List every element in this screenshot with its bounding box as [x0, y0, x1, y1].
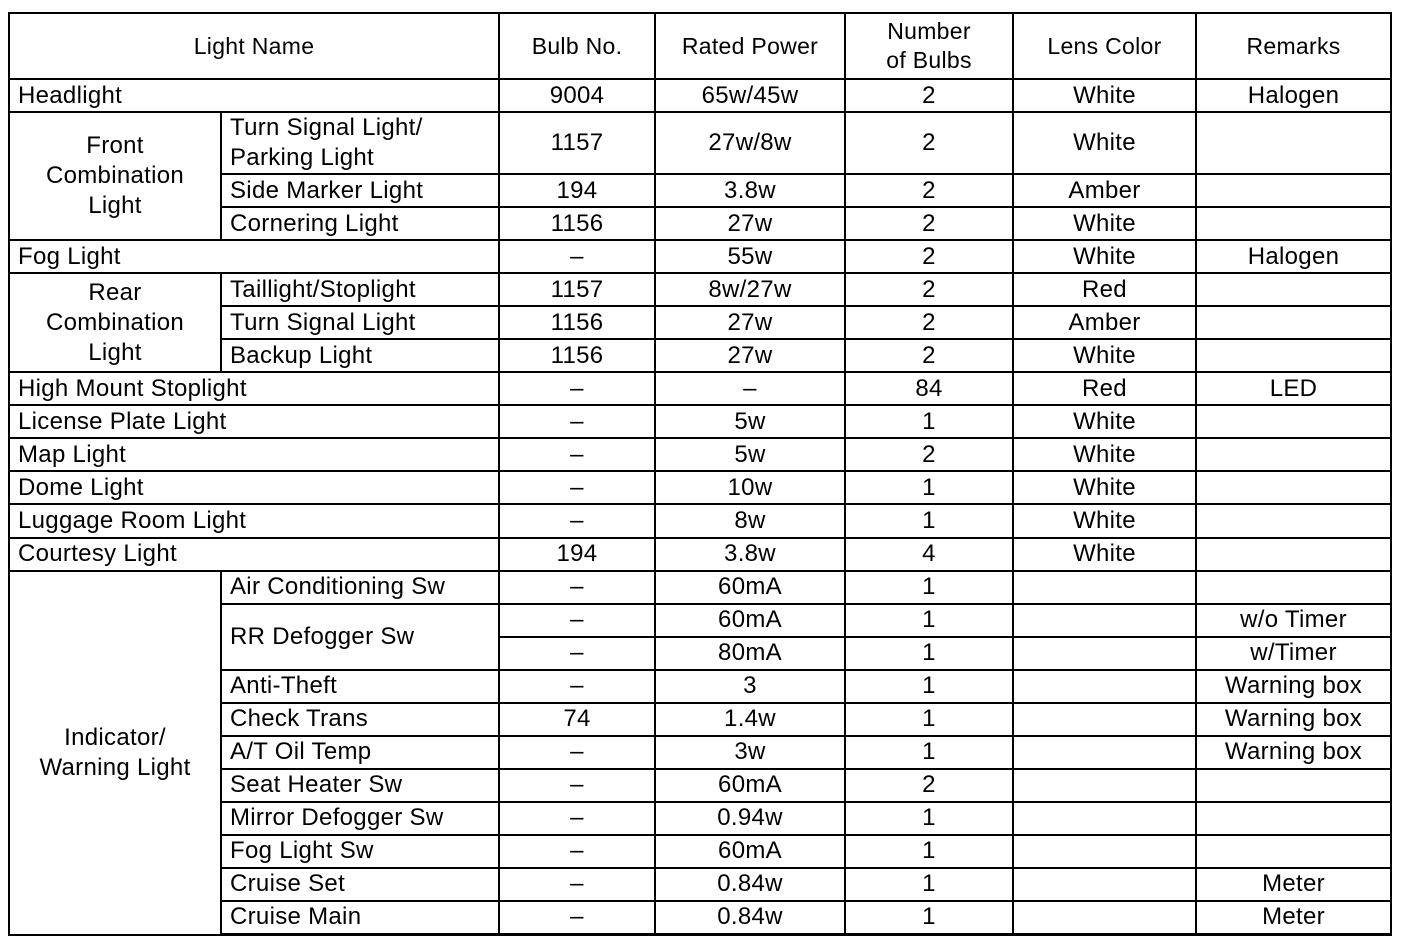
- bulb-no-cell: –: [499, 835, 655, 868]
- rated-power-cell: 3w: [655, 736, 845, 769]
- table-row: [9, 471, 1391, 504]
- remarks-cell: [1196, 306, 1391, 339]
- number-of-bulbs-cell: 1: [845, 670, 1013, 703]
- number-of-bulbs-cell: 84: [845, 372, 1013, 405]
- lens-color-cell: Red: [1013, 273, 1196, 306]
- lens-color-cell: [1013, 868, 1196, 901]
- light-name-cell: Backup Light: [221, 339, 499, 372]
- light-name-cell: [221, 112, 499, 174]
- lens-color-cell: White: [1013, 79, 1196, 112]
- number-of-bulbs-cell: 2: [845, 79, 1013, 112]
- remarks-cell: [1196, 769, 1391, 802]
- header-number-line1: Number: [887, 18, 971, 45]
- remarks-cell: [1196, 405, 1391, 438]
- number-of-bulbs-cell: 2: [845, 438, 1013, 471]
- number-of-bulbs-cell: 1: [845, 504, 1013, 537]
- rated-power-cell: 27w: [655, 339, 845, 372]
- remarks-cell: Warning box: [1196, 670, 1391, 703]
- number-of-bulbs-cell: 2: [845, 769, 1013, 802]
- group-label-line: Warning Light: [39, 753, 191, 781]
- light-name-cell: Check Trans: [221, 703, 499, 736]
- remarks-cell: Warning box: [1196, 736, 1391, 769]
- number-of-bulbs-cell: 1: [845, 835, 1013, 868]
- bulb-no-cell: –: [499, 802, 655, 835]
- light-name-line: Turn Signal Light/: [230, 114, 423, 142]
- remarks-cell: [1196, 273, 1391, 306]
- lens-color-cell: White: [1013, 471, 1196, 504]
- light-name-cell: High Mount Stoplight: [9, 372, 499, 405]
- number-of-bulbs-cell: 1: [845, 703, 1013, 736]
- bulb-no-cell: –: [499, 405, 655, 438]
- rated-power-cell: 27w: [655, 207, 845, 240]
- lens-color-cell: Amber: [1013, 306, 1196, 339]
- rated-power-cell: 27w/8w: [655, 112, 845, 174]
- number-of-bulbs-cell: 1: [845, 868, 1013, 901]
- rated-power-cell: –: [655, 372, 845, 405]
- light-name-cell: Taillight/Stoplight: [221, 273, 499, 306]
- header-remarks: Remarks: [1196, 13, 1391, 79]
- table-row: [9, 273, 1391, 306]
- rated-power-cell: 5w: [655, 438, 845, 471]
- bulb-no-cell: 194: [499, 538, 655, 571]
- number-of-bulbs-cell: 1: [845, 471, 1013, 504]
- light-name-line: Parking Light: [230, 144, 374, 172]
- lens-color-cell: White: [1013, 538, 1196, 571]
- number-of-bulbs-cell: 1: [845, 405, 1013, 438]
- number-of-bulbs-cell: 2: [845, 207, 1013, 240]
- bulb-no-cell: –: [499, 769, 655, 802]
- light-name-cell: Seat Heater Sw: [221, 769, 499, 802]
- table-row: [9, 538, 1391, 571]
- remarks-cell: [1196, 802, 1391, 835]
- bulb-no-cell: 1156: [499, 306, 655, 339]
- table-row: [9, 79, 1391, 112]
- group-label-line: Combination: [45, 162, 185, 190]
- lens-color-cell: White: [1013, 112, 1196, 174]
- rated-power-cell: 55w: [655, 240, 845, 273]
- light-name-cell: Side Marker Light: [221, 174, 499, 207]
- remarks-cell: [1196, 112, 1391, 174]
- number-of-bulbs-cell: 1: [845, 571, 1013, 604]
- header-number-of-bulbs: [845, 13, 1013, 79]
- bulb-no-cell: 9004: [499, 79, 655, 112]
- rated-power-cell: 60mA: [655, 571, 845, 604]
- table-row: [9, 571, 1391, 604]
- remarks-cell: w/o Timer: [1196, 604, 1391, 637]
- rated-power-cell: 1.4w: [655, 703, 845, 736]
- light-name-cell: Air Conditioning Sw: [221, 571, 499, 604]
- bulb-no-cell: –: [499, 604, 655, 637]
- number-of-bulbs-cell: 2: [845, 240, 1013, 273]
- lens-color-cell: [1013, 604, 1196, 637]
- remarks-cell: [1196, 207, 1391, 240]
- table-row: [9, 405, 1391, 438]
- group-label-line: Indicator/: [64, 723, 166, 751]
- group-front-combination-light: [9, 112, 221, 240]
- rated-power-cell: 3.8w: [655, 538, 845, 571]
- lens-color-cell: [1013, 769, 1196, 802]
- rated-power-cell: 80mA: [655, 637, 845, 670]
- rated-power-cell: 0.94w: [655, 802, 845, 835]
- light-name-cell: Headlight: [9, 79, 499, 112]
- table-row: [9, 504, 1391, 537]
- rated-power-cell: 60mA: [655, 604, 845, 637]
- remarks-cell: Meter: [1196, 868, 1391, 901]
- light-name-cell: Fog Light: [9, 240, 499, 273]
- remarks-cell: [1196, 174, 1391, 207]
- lens-color-cell: [1013, 835, 1196, 868]
- header-light-name: Light Name: [9, 13, 499, 79]
- light-name-cell: A/T Oil Temp: [221, 736, 499, 769]
- bulb-no-cell: 1156: [499, 339, 655, 372]
- remarks-cell: Warning box: [1196, 703, 1391, 736]
- table-row: [9, 240, 1391, 273]
- bulb-no-cell: 1157: [499, 112, 655, 174]
- bulb-specification-table: [8, 12, 1392, 936]
- remarks-cell: Halogen: [1196, 240, 1391, 273]
- light-name-cell: Fog Light Sw: [221, 835, 499, 868]
- bulb-no-cell: –: [499, 438, 655, 471]
- number-of-bulbs-cell: 2: [845, 112, 1013, 174]
- remarks-cell: [1196, 339, 1391, 372]
- light-name-cell: Cornering Light: [221, 207, 499, 240]
- number-of-bulbs-cell: 1: [845, 802, 1013, 835]
- bulb-no-cell: –: [499, 868, 655, 901]
- bulb-no-cell: –: [499, 471, 655, 504]
- lens-color-cell: [1013, 571, 1196, 604]
- remarks-cell: [1196, 471, 1391, 504]
- header-row: [9, 13, 1391, 79]
- remarks-cell: LED: [1196, 372, 1391, 405]
- light-name-cell: Anti-Theft: [221, 670, 499, 703]
- light-name-cell: Turn Signal Light: [221, 306, 499, 339]
- group-label-line: Front: [86, 132, 144, 160]
- bulb-no-cell: 1157: [499, 273, 655, 306]
- rated-power-cell: 0.84w: [655, 901, 845, 935]
- light-name-cell: Mirror Defogger Sw: [221, 802, 499, 835]
- lens-color-cell: White: [1013, 339, 1196, 372]
- rated-power-cell: 60mA: [655, 769, 845, 802]
- bulb-no-cell: –: [499, 736, 655, 769]
- lens-color-cell: White: [1013, 504, 1196, 537]
- lens-color-cell: Amber: [1013, 174, 1196, 207]
- light-name-cell: Cruise Main: [221, 901, 499, 935]
- remarks-cell: [1196, 835, 1391, 868]
- rated-power-cell: 8w/27w: [655, 273, 845, 306]
- group-label-line: Light: [88, 192, 142, 220]
- bulb-no-cell: 74: [499, 703, 655, 736]
- lens-color-cell: [1013, 637, 1196, 670]
- rated-power-cell: 65w/45w: [655, 79, 845, 112]
- lens-color-cell: [1013, 802, 1196, 835]
- lens-color-cell: Red: [1013, 372, 1196, 405]
- header-bulb-no: Bulb No.: [499, 13, 655, 79]
- table-row: [9, 438, 1391, 471]
- remarks-cell: w/Timer: [1196, 637, 1391, 670]
- light-name-cell: Luggage Room Light: [9, 504, 499, 537]
- rated-power-cell: 8w: [655, 504, 845, 537]
- lens-color-cell: [1013, 901, 1196, 935]
- number-of-bulbs-cell: 4: [845, 538, 1013, 571]
- light-name-cell: RR Defogger Sw: [221, 604, 499, 670]
- rated-power-cell: 60mA: [655, 835, 845, 868]
- number-of-bulbs-cell: 1: [845, 736, 1013, 769]
- number-of-bulbs-cell: 1: [845, 637, 1013, 670]
- lens-color-cell: White: [1013, 207, 1196, 240]
- rated-power-cell: 3: [655, 670, 845, 703]
- light-name-cell: Dome Light: [9, 471, 499, 504]
- bulb-no-cell: 194: [499, 174, 655, 207]
- lens-color-cell: White: [1013, 240, 1196, 273]
- group-rear-combination-light: [9, 273, 221, 372]
- rated-power-cell: 3.8w: [655, 174, 845, 207]
- header-number-line2: of Bulbs: [886, 47, 972, 74]
- light-name-cell: Courtesy Light: [9, 538, 499, 571]
- bulb-no-cell: –: [499, 670, 655, 703]
- bulb-no-cell: –: [499, 504, 655, 537]
- table-row: [9, 372, 1391, 405]
- number-of-bulbs-cell: 2: [845, 174, 1013, 207]
- rated-power-cell: 0.84w: [655, 868, 845, 901]
- lens-color-cell: [1013, 703, 1196, 736]
- remarks-cell: [1196, 504, 1391, 537]
- number-of-bulbs-cell: 1: [845, 604, 1013, 637]
- bulb-no-cell: –: [499, 372, 655, 405]
- rated-power-cell: 27w: [655, 306, 845, 339]
- number-of-bulbs-cell: 1: [845, 901, 1013, 935]
- rated-power-cell: 5w: [655, 405, 845, 438]
- bulb-no-cell: –: [499, 240, 655, 273]
- light-name-cell: Cruise Set: [221, 868, 499, 901]
- bulb-no-cell: –: [499, 637, 655, 670]
- group-label-line: Combination: [45, 308, 185, 336]
- number-of-bulbs-cell: 2: [845, 339, 1013, 372]
- bulb-no-cell: –: [499, 571, 655, 604]
- bulb-no-cell: –: [499, 901, 655, 935]
- group-label-line: Light: [88, 338, 142, 366]
- rated-power-cell: 10w: [655, 471, 845, 504]
- lens-color-cell: White: [1013, 405, 1196, 438]
- remarks-cell: [1196, 438, 1391, 471]
- remarks-cell: [1196, 571, 1391, 604]
- light-name-cell: Map Light: [9, 438, 499, 471]
- light-name-cell: License Plate Light: [9, 405, 499, 438]
- number-of-bulbs-cell: 2: [845, 306, 1013, 339]
- remarks-cell: Meter: [1196, 901, 1391, 935]
- remarks-cell: [1196, 538, 1391, 571]
- bulb-no-cell: 1156: [499, 207, 655, 240]
- group-indicator-warning-light: [9, 571, 221, 935]
- lens-color-cell: White: [1013, 438, 1196, 471]
- lens-color-cell: [1013, 736, 1196, 769]
- header-rated-power: Rated Power: [655, 13, 845, 79]
- header-lens-color: Lens Color: [1013, 13, 1196, 79]
- table-row: [9, 112, 1391, 174]
- number-of-bulbs-cell: 2: [845, 273, 1013, 306]
- lens-color-cell: [1013, 670, 1196, 703]
- group-label-line: Rear: [88, 278, 142, 306]
- remarks-cell: Halogen: [1196, 79, 1391, 112]
